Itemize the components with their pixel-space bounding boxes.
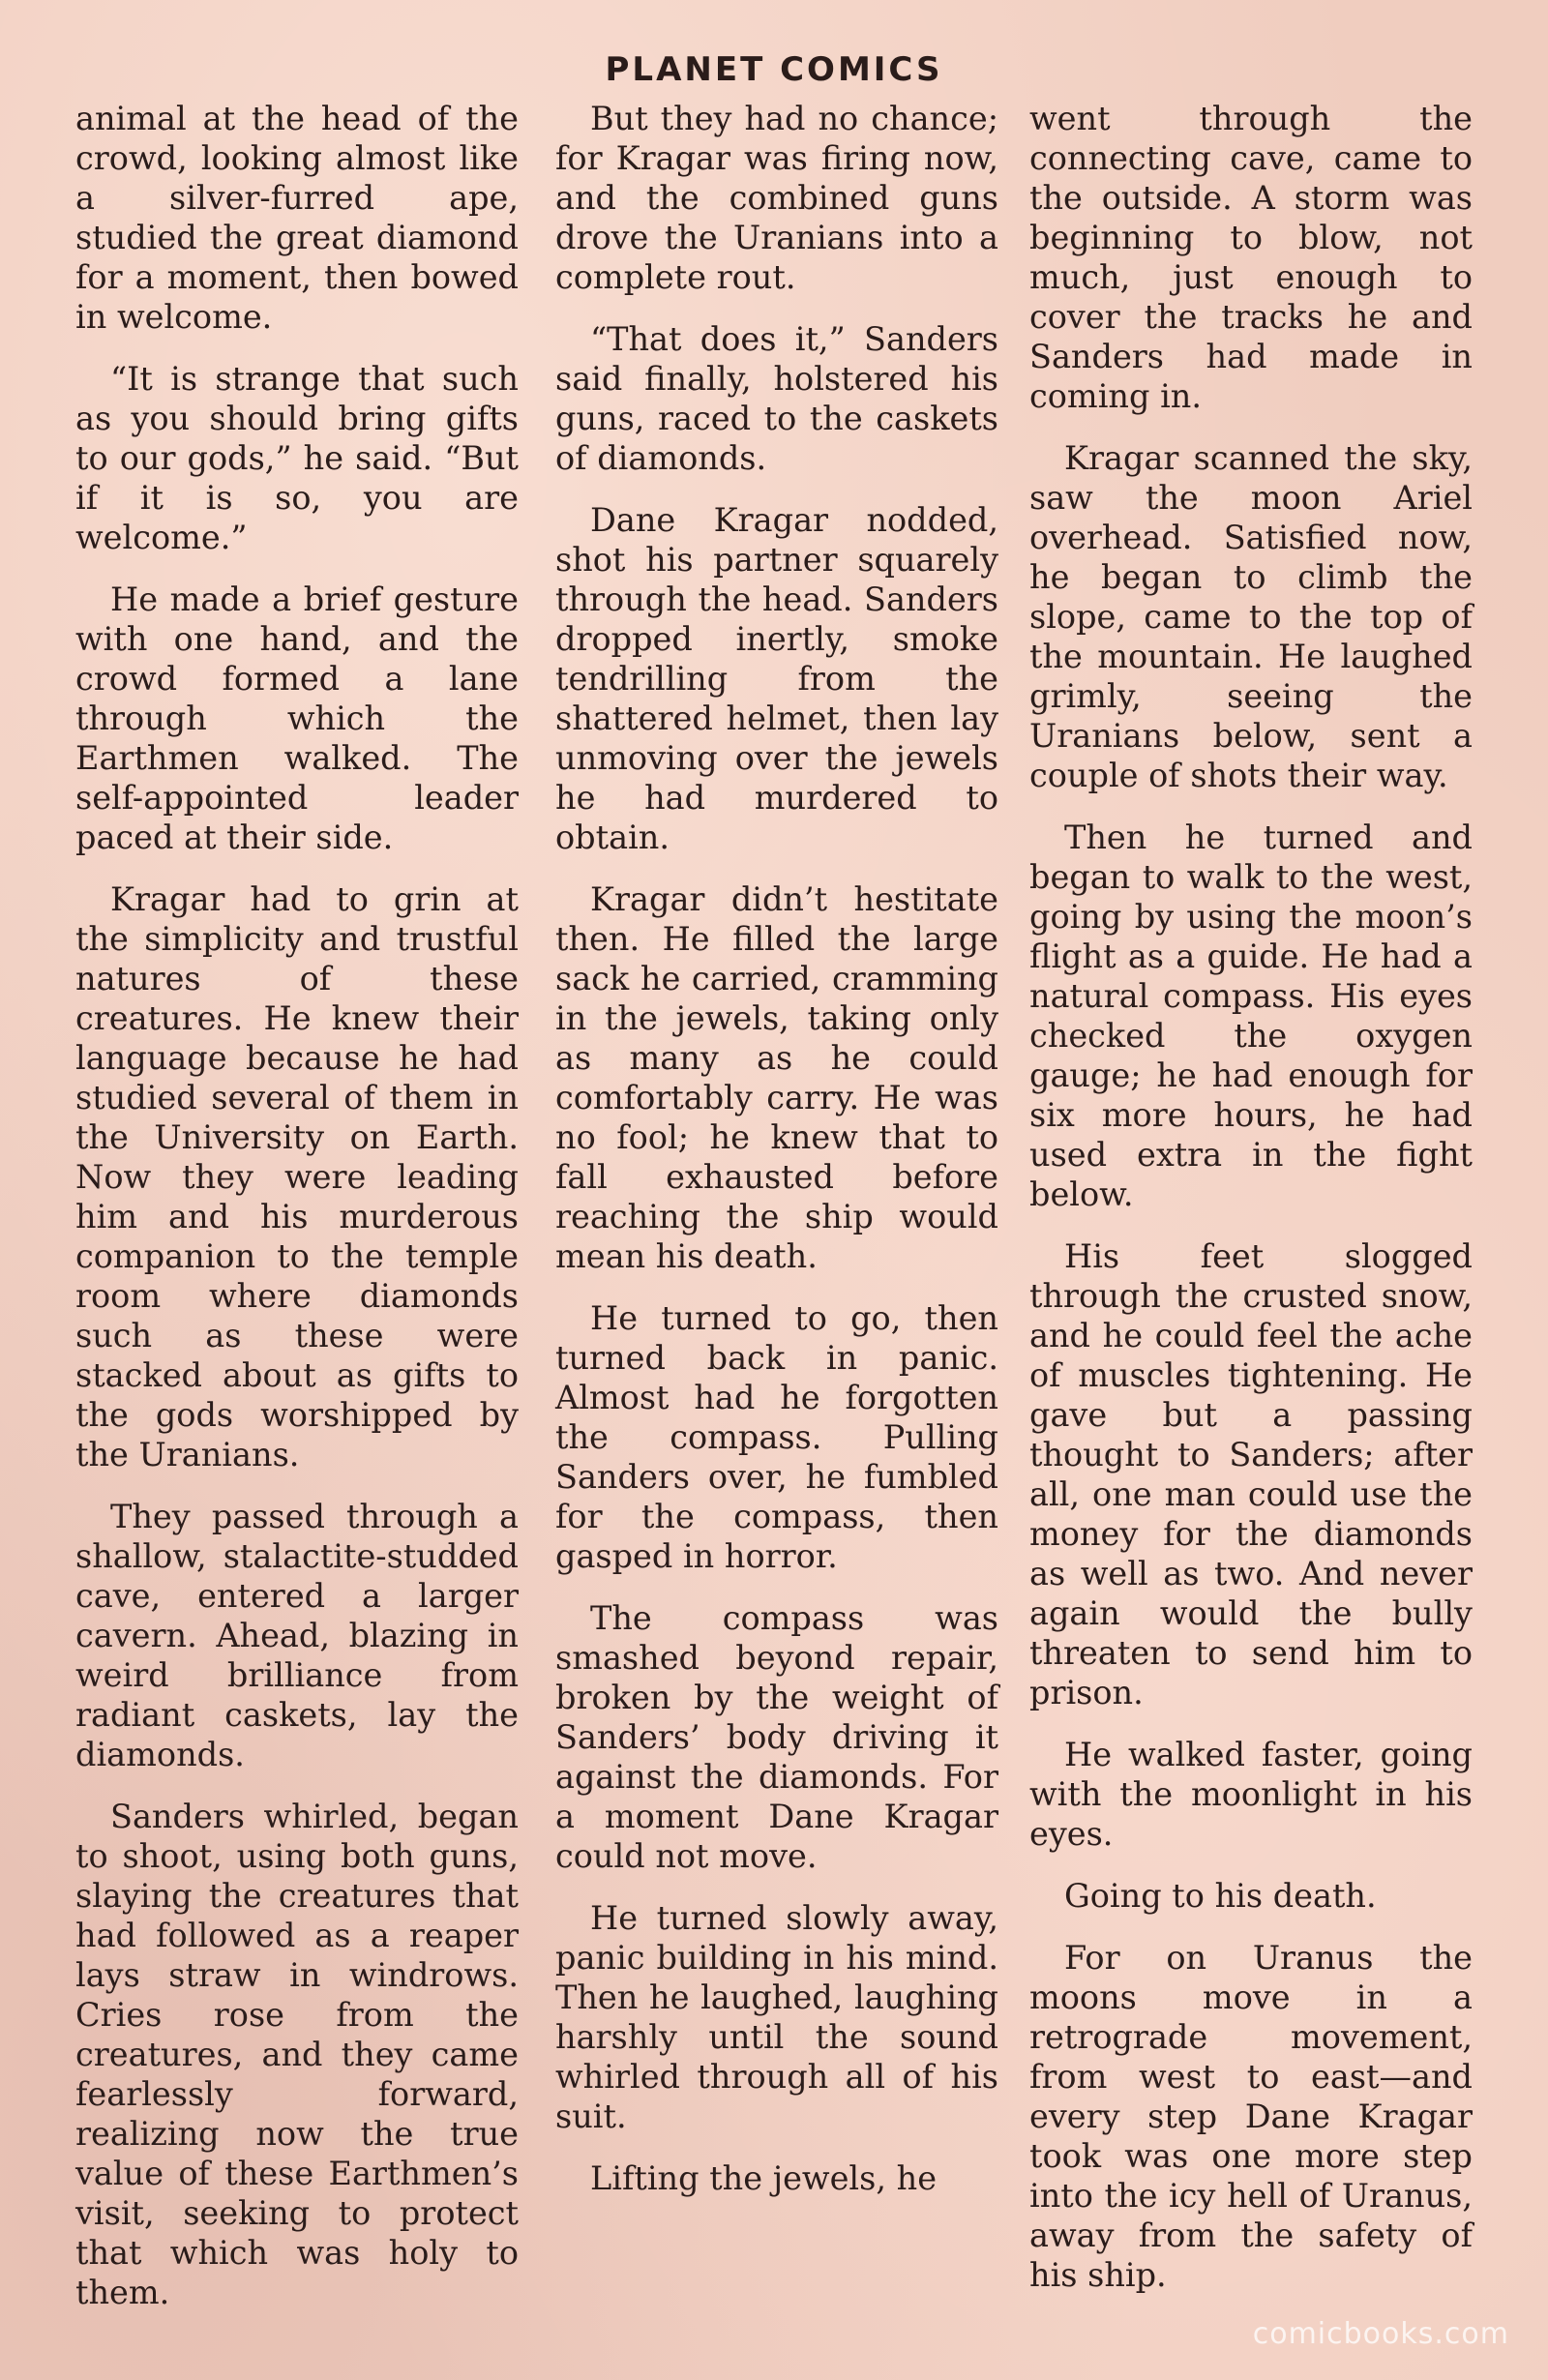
paragraph: went through the connecting cave, came to the outside. A storm was beginning to blow, not much, just enough to cover the tracks he and Sanders had made in coming in.	[1029, 100, 1473, 415]
watermark: comicbooks.com	[1252, 2317, 1509, 2351]
paragraph: Kragar didn’t hestitate then. He filled the large sack he carried, cramming in the jewels, taking only as many as he could comfortably carry. He was no fool; he knew that to fall exhausted before reaching the ship would mean his death.	[555, 880, 998, 1275]
paragraph: “It is strange that such as you should bring gifts to our gods,” he said. “But if it is so, you are welcome.”	[75, 360, 519, 556]
paragraph: He turned slowly away, panic building in his mind. Then he laughed, laughing harshly until the sound whirled through all of his suit.	[555, 1899, 998, 2135]
paragraph: The compass was smashed beyond repair, broken by the weight of Sanders’ body driving it against the diamonds. For a moment Dane Kragar could not move.	[555, 1599, 998, 1875]
paragraph: He made a brief gesture with one hand, and the crowd formed a lane through which the Earthmen walked. The self-appointed leader paced at their side.	[75, 580, 519, 856]
paragraph: Sanders whirled, began to shoot, using both guns, slaying the creatures that had followed as a reaper lays straw in windrows. Cries rose from the creatures, and they came fearlessly forward, realizing now the true value of these Earthmen’s visit, seeking to protect that which was holy to them.	[75, 1798, 519, 2311]
paragraph: Then he turned and began to walk to the west, going by using the moon’s flight as a guide. He had a natural compass. His eyes checked the oxygen gauge; he had enough for six more hours, he had used extra in the fight below.	[1029, 818, 1473, 1213]
paragraph: For on Uranus the moons move in a retrograde movement, from west to east—and every step Dane Kragar took was one more step into the icy hell of Uranus, away from the safety of his ship.	[1029, 1939, 1473, 2294]
paragraph: animal at the head of the crowd, looking almost like a silver-furred ape, studied the great diamond for a moment, then bowed in welcome.	[75, 100, 519, 336]
paragraph: Dane Kragar nodded, shot his partner squarely through the head. Sanders dropped inertly, smoke tendrilling from the shattered helmet, then lay unmoving over the jewels he had murdered to obtain.	[555, 501, 998, 856]
paragraph: But they had no chance; for Kragar was firing now, and the combined guns drove the Uranians into a complete rout.	[555, 100, 998, 296]
paragraph: Lifting the jewels, he	[590, 2159, 938, 2197]
paragraph: Kragar scanned the sky, saw the moon Ariel overhead. Satisfied now, he began to climb the slope, came to the top of the mountain. He laughed grimly, seeing the Uranians below, sent a couple of shots their way.	[1029, 439, 1473, 794]
paragraph: His feet slogged through the crusted snow, and he could feel the ache of muscles tightening. He gave but a passing thought to Sanders; after all, one man could use the money for the diamonds as well as two. And never again would the bully threaten to send him to prison.	[1029, 1237, 1473, 1711]
paragraph: Going to his death.	[1064, 1877, 1377, 1915]
text-column-3	[1029, 99, 1473, 2317]
text-column-2	[555, 99, 998, 2220]
paragraph: “That does it,” Sanders said finally, holstered his guns, raced to the caskets of diamonds.	[555, 320, 998, 477]
paragraph: He turned to go, then turned back in panic. Almost had he forgotten the compass. Pulling Sanders over, he fumbled for the compass, then gasped in horror.	[555, 1299, 998, 1575]
paragraph: Kragar had to grin at the simplicity and trustful natures of these creatures. He knew their language because he had studied several of them in the University on Earth. Now they were leading him and his murderous companion to the temple room where diamonds such as these were stacked about as gifts to the gods worshipped by the Uranians.	[75, 880, 519, 1473]
text-column-1	[75, 99, 519, 2335]
paragraph: He walked faster, going with the moonlight in his eyes.	[1029, 1736, 1473, 1853]
page-header: PLANET COMICS	[605, 50, 943, 89]
paragraph: They passed through a shallow, stalactite-studded cave, entered a larger cavern. Ahead, blazing in weird brilliance from radiant caskets, lay the diamonds.	[75, 1498, 519, 1773]
